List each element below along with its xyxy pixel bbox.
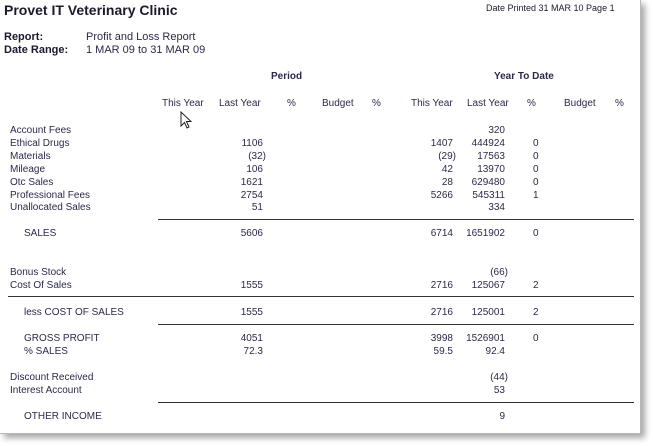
row-label: Account Fees xyxy=(10,125,72,136)
col-ytd-pct: % xyxy=(527,98,536,109)
row-period-last: (32) xyxy=(248,151,266,162)
row-period-last: 1555 xyxy=(240,307,263,318)
divider-line xyxy=(158,402,634,403)
row-label: Ethical Drugs xyxy=(10,138,70,149)
row-ytd-last: 53 xyxy=(493,385,505,396)
report-value: Profit and Loss Report xyxy=(86,31,196,43)
row-ytd-pct: 0 xyxy=(533,138,539,149)
row-ytd-this: 28 xyxy=(441,177,453,188)
col-pct: % xyxy=(287,98,296,109)
row-period-last: 51 xyxy=(251,202,263,213)
row-label: Bonus Stock xyxy=(10,267,67,278)
row-period-last: 1555 xyxy=(240,280,263,291)
row-ytd-last: 444924 xyxy=(471,138,505,149)
row-ytd-last: 92.4 xyxy=(485,346,505,357)
row-ytd-this: 59.5 xyxy=(433,346,453,357)
row-label: % SALES xyxy=(24,346,68,357)
row-label: GROSS PROFIT xyxy=(24,333,100,344)
col-ytd-last-year: Last Year xyxy=(467,98,509,109)
row-ytd-this: 5266 xyxy=(430,190,453,201)
row-ytd-last: 545311 xyxy=(472,190,505,201)
row-period-last: 1106 xyxy=(241,138,263,149)
row-label: Materials xyxy=(10,151,51,162)
row-label: Unallocated Sales xyxy=(10,202,91,213)
row-ytd-last: 629480 xyxy=(471,177,505,188)
row-ytd-this: 2716 xyxy=(430,280,453,291)
col-ytd-pct2: % xyxy=(615,98,624,109)
row-period-last: 4051 xyxy=(240,333,263,344)
row-ytd-last: 1526901 xyxy=(466,333,505,344)
row-period-last: 106 xyxy=(246,164,263,175)
row-period-last: 72.3 xyxy=(243,346,263,357)
row-label: Interest Account xyxy=(10,385,82,396)
row-label: Professional Fees xyxy=(10,190,91,201)
row-ytd-last: 334 xyxy=(488,202,505,213)
date-range-label: Date Range: xyxy=(4,44,69,56)
row-label: Cost Of Sales xyxy=(10,280,72,291)
row-ytd-pct: 0 xyxy=(533,333,539,344)
col-last-year: Last Year xyxy=(219,98,261,109)
row-ytd-pct: 2 xyxy=(533,307,539,318)
mouse-pointer-icon xyxy=(180,111,192,129)
row-label: Discount Received xyxy=(10,372,94,383)
row-ytd-last: 1651902 xyxy=(466,228,505,239)
col-ytd-budget: Budget xyxy=(564,98,596,109)
row-label: less COST OF SALES xyxy=(24,307,124,318)
date-printed: Date Printed 31 MAR 10 Page 1 xyxy=(486,3,615,13)
row-ytd-this: 42 xyxy=(441,164,453,175)
divider-line xyxy=(8,296,634,297)
clinic-name: Provet IT Veterinary Clinic xyxy=(4,2,178,18)
period-group-header: Period xyxy=(271,71,303,82)
col-this-year: This Year xyxy=(162,98,204,109)
row-label: Otc Sales xyxy=(10,177,54,188)
row-ytd-pct: 0 xyxy=(533,228,539,239)
row-label: Mileage xyxy=(10,164,46,175)
row-ytd-this: 1407 xyxy=(430,138,453,149)
col-pct2: % xyxy=(372,98,381,109)
row-ytd-last: (44) xyxy=(490,372,508,383)
divider-line xyxy=(158,219,634,220)
divider-line xyxy=(158,324,634,325)
row-period-last: 2754 xyxy=(240,190,263,201)
report-label: Report: xyxy=(4,31,44,43)
date-range-value: 1 MAR 09 to 31 MAR 09 xyxy=(86,44,206,56)
row-ytd-pct: 0 xyxy=(533,177,539,188)
row-ytd-this: 2716 xyxy=(430,307,453,318)
row-ytd-last: 320 xyxy=(488,125,505,136)
row-period-last: 1621 xyxy=(240,177,263,188)
row-ytd-last: (66) xyxy=(490,267,508,278)
row-ytd-last: 13970 xyxy=(477,164,505,175)
row-ytd-pct: 0 xyxy=(533,151,539,162)
row-ytd-last: 17563 xyxy=(477,151,505,162)
ytd-group-header: Year To Date xyxy=(494,71,554,82)
row-ytd-this: 6714 xyxy=(430,228,453,239)
row-ytd-pct: 1 xyxy=(533,190,539,201)
row-period-last: 5606 xyxy=(240,228,263,239)
row-ytd-last: 9 xyxy=(499,411,505,422)
row-label: SALES xyxy=(24,228,57,239)
col-budget: Budget xyxy=(322,98,354,109)
row-ytd-last: 125001 xyxy=(471,307,505,318)
row-ytd-last: 125067 xyxy=(471,280,505,291)
row-label: OTHER INCOME xyxy=(24,411,102,422)
row-ytd-pct: 2 xyxy=(533,280,539,291)
row-ytd-pct: 0 xyxy=(533,164,539,175)
row-ytd-this: (29) xyxy=(438,151,456,162)
col-ytd-this-year: This Year xyxy=(411,98,453,109)
row-ytd-this: 3998 xyxy=(430,333,453,344)
